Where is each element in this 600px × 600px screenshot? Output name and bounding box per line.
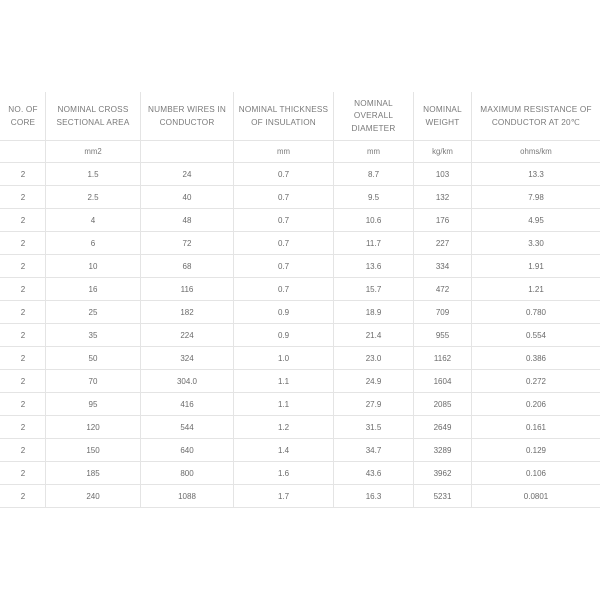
cell-weight: 334 xyxy=(414,255,472,278)
cell-resistance: 0.129 xyxy=(472,439,600,462)
cable-spec-table xyxy=(0,92,600,508)
cell-resistance: 3.30 xyxy=(472,232,600,255)
cell-resistance: 0.554 xyxy=(472,324,600,347)
cell-diameter: 9.5 xyxy=(334,186,414,209)
cell-weight: 2085 xyxy=(414,393,472,416)
table-row xyxy=(1,347,600,370)
cell-resistance: 1.91 xyxy=(472,255,600,278)
cell-diameter: 8.7 xyxy=(334,163,414,186)
header-insulation-thickness: NOMINAL THICKNESS OF INSULATION xyxy=(234,93,334,141)
cell-core-count: 2 xyxy=(1,255,46,278)
cell-wire-count: 640 xyxy=(141,439,234,462)
cell-diameter: 21.4 xyxy=(334,324,414,347)
header-no-of-core: NO. OF CORE xyxy=(1,93,46,141)
cell-cross-section: 25 xyxy=(46,301,141,324)
header-number-wires: NUMBER WIRES IN CONDUCTOR xyxy=(141,93,234,141)
cell-core-count: 2 xyxy=(1,186,46,209)
table-row xyxy=(1,462,600,485)
cell-wire-count: 48 xyxy=(141,209,234,232)
cell-weight: 1604 xyxy=(414,370,472,393)
cell-core-count: 2 xyxy=(1,416,46,439)
table-row xyxy=(1,232,600,255)
table-row xyxy=(1,278,600,301)
cell-diameter: 23.0 xyxy=(334,347,414,370)
cell-wire-count: 68 xyxy=(141,255,234,278)
cell-cross-section: 240 xyxy=(46,485,141,508)
unit-cell: mm2 xyxy=(46,141,141,163)
cell-insulation: 0.7 xyxy=(234,278,334,301)
cell-cross-section: 120 xyxy=(46,416,141,439)
cell-core-count: 2 xyxy=(1,209,46,232)
cell-weight: 176 xyxy=(414,209,472,232)
cell-diameter: 15.7 xyxy=(334,278,414,301)
unit-cell xyxy=(1,141,46,163)
cell-cross-section: 10 xyxy=(46,255,141,278)
cell-resistance: 1.21 xyxy=(472,278,600,301)
cell-weight: 5231 xyxy=(414,485,472,508)
table-row xyxy=(1,439,600,462)
cell-weight: 132 xyxy=(414,186,472,209)
cell-diameter: 31.5 xyxy=(334,416,414,439)
cell-weight: 3962 xyxy=(414,462,472,485)
cell-weight: 1162 xyxy=(414,347,472,370)
cell-cross-section: 1.5 xyxy=(46,163,141,186)
header-overall-diameter: NOMINAL OVERALL DIAMETER xyxy=(334,93,414,141)
cell-insulation: 0.7 xyxy=(234,163,334,186)
cable-spec-table-container xyxy=(0,92,600,508)
cell-core-count: 2 xyxy=(1,462,46,485)
cell-weight: 709 xyxy=(414,301,472,324)
cell-wire-count: 324 xyxy=(141,347,234,370)
cell-wire-count: 72 xyxy=(141,232,234,255)
cell-resistance: 0.272 xyxy=(472,370,600,393)
cell-diameter: 16.3 xyxy=(334,485,414,508)
unit-cell: mm xyxy=(334,141,414,163)
cell-diameter: 43.6 xyxy=(334,462,414,485)
cell-wire-count: 116 xyxy=(141,278,234,301)
cell-resistance: 0.206 xyxy=(472,393,600,416)
table-row xyxy=(1,393,600,416)
cell-insulation: 1.6 xyxy=(234,462,334,485)
cell-wire-count: 416 xyxy=(141,393,234,416)
table-row xyxy=(1,255,600,278)
cell-cross-section: 4 xyxy=(46,209,141,232)
header-nominal-weight: NOMINAL WEIGHT xyxy=(414,93,472,141)
cell-core-count: 2 xyxy=(1,393,46,416)
cell-cross-section: 185 xyxy=(46,462,141,485)
cell-diameter: 11.7 xyxy=(334,232,414,255)
cell-core-count: 2 xyxy=(1,301,46,324)
table-row xyxy=(1,209,600,232)
cell-cross-section: 50 xyxy=(46,347,141,370)
cell-wire-count: 544 xyxy=(141,416,234,439)
cell-resistance: 4.95 xyxy=(472,209,600,232)
cell-insulation: 1.4 xyxy=(234,439,334,462)
cell-wire-count: 800 xyxy=(141,462,234,485)
cell-weight: 472 xyxy=(414,278,472,301)
cell-cross-section: 150 xyxy=(46,439,141,462)
cell-core-count: 2 xyxy=(1,163,46,186)
cell-core-count: 2 xyxy=(1,485,46,508)
cell-resistance: 0.0801 xyxy=(472,485,600,508)
cell-weight: 227 xyxy=(414,232,472,255)
header-max-resistance: MAXIMUM RESISTANCE OF CONDUCTOR AT 20℃ xyxy=(472,93,600,141)
cell-resistance: 13.3 xyxy=(472,163,600,186)
cell-insulation: 1.7 xyxy=(234,485,334,508)
cell-insulation: 1.0 xyxy=(234,347,334,370)
cell-cross-section: 2.5 xyxy=(46,186,141,209)
unit-cell: ohms/km xyxy=(472,141,600,163)
cell-core-count: 2 xyxy=(1,232,46,255)
cell-wire-count: 304.0 xyxy=(141,370,234,393)
cell-insulation: 1.1 xyxy=(234,370,334,393)
cell-diameter: 10.6 xyxy=(334,209,414,232)
header-cross-sectional-area: NOMINAL CROSS SECTIONAL AREA xyxy=(46,93,141,141)
header-row xyxy=(1,93,600,141)
cell-cross-section: 6 xyxy=(46,232,141,255)
table-row xyxy=(1,163,600,186)
cell-cross-section: 35 xyxy=(46,324,141,347)
cell-core-count: 2 xyxy=(1,370,46,393)
cell-wire-count: 40 xyxy=(141,186,234,209)
cell-core-count: 2 xyxy=(1,278,46,301)
cell-weight: 103 xyxy=(414,163,472,186)
table-row xyxy=(1,301,600,324)
cell-core-count: 2 xyxy=(1,439,46,462)
cell-cross-section: 70 xyxy=(46,370,141,393)
cell-core-count: 2 xyxy=(1,324,46,347)
cell-insulation: 1.1 xyxy=(234,393,334,416)
cell-weight: 955 xyxy=(414,324,472,347)
unit-row xyxy=(1,141,600,163)
cell-wire-count: 24 xyxy=(141,163,234,186)
cell-diameter: 27.9 xyxy=(334,393,414,416)
cell-insulation: 0.7 xyxy=(234,209,334,232)
cell-wire-count: 1088 xyxy=(141,485,234,508)
cell-resistance: 7.98 xyxy=(472,186,600,209)
cell-diameter: 34.7 xyxy=(334,439,414,462)
unit-cell: kg/km xyxy=(414,141,472,163)
cell-insulation: 0.7 xyxy=(234,186,334,209)
table-row xyxy=(1,416,600,439)
cell-wire-count: 224 xyxy=(141,324,234,347)
cell-insulation: 0.9 xyxy=(234,324,334,347)
table-row xyxy=(1,485,600,508)
cell-resistance: 0.106 xyxy=(472,462,600,485)
cell-insulation: 0.7 xyxy=(234,255,334,278)
unit-cell: mm xyxy=(234,141,334,163)
table-row xyxy=(1,370,600,393)
cell-wire-count: 182 xyxy=(141,301,234,324)
table-row xyxy=(1,186,600,209)
unit-cell xyxy=(141,141,234,163)
cell-diameter: 24.9 xyxy=(334,370,414,393)
cell-weight: 3289 xyxy=(414,439,472,462)
cell-weight: 2649 xyxy=(414,416,472,439)
cell-resistance: 0.161 xyxy=(472,416,600,439)
cell-insulation: 1.2 xyxy=(234,416,334,439)
cell-core-count: 2 xyxy=(1,347,46,370)
cell-cross-section: 95 xyxy=(46,393,141,416)
cell-diameter: 13.6 xyxy=(334,255,414,278)
table-row xyxy=(1,324,600,347)
cell-insulation: 0.9 xyxy=(234,301,334,324)
cell-resistance: 0.780 xyxy=(472,301,600,324)
cell-diameter: 18.9 xyxy=(334,301,414,324)
cell-resistance: 0.386 xyxy=(472,347,600,370)
cell-insulation: 0.7 xyxy=(234,232,334,255)
cell-cross-section: 16 xyxy=(46,278,141,301)
